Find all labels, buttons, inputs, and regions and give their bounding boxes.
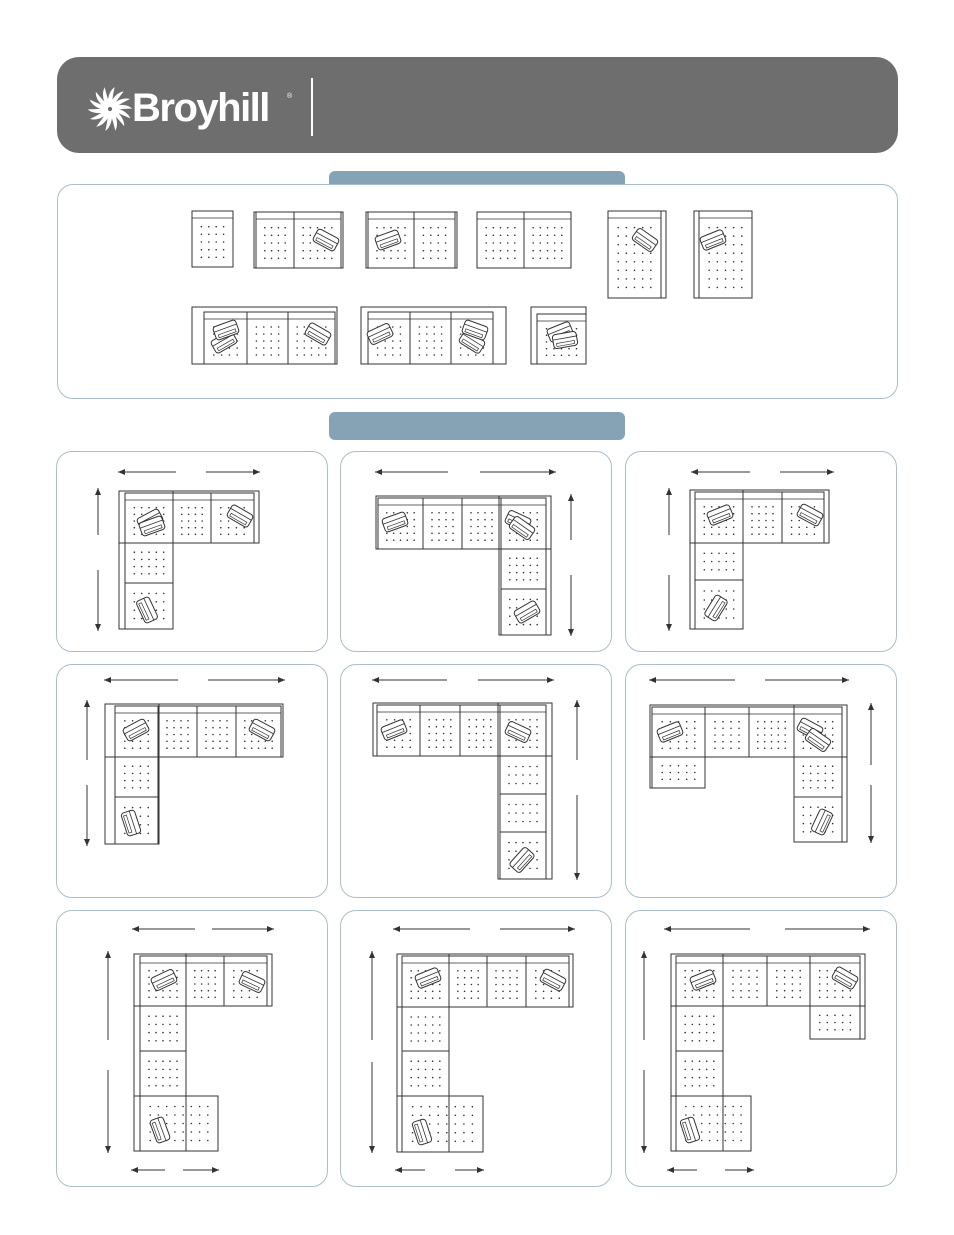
seat-cushion <box>705 707 749 757</box>
piece-sofa-wedge-right <box>361 307 506 364</box>
recliner-icon <box>136 596 159 624</box>
dimension-arrow-icon <box>131 1167 219 1173</box>
stitch-dots <box>485 227 515 259</box>
seat-cushion <box>743 492 782 543</box>
stitch-dots <box>431 512 454 541</box>
stitch-dots <box>423 227 447 259</box>
dimension-arrow-icon <box>104 677 285 683</box>
recliner-icon <box>699 229 726 251</box>
stitch-dots <box>134 551 165 574</box>
seat-cushion <box>420 705 460 756</box>
dimension-arrow-icon <box>84 700 90 846</box>
seat-cushion <box>699 211 752 298</box>
sectional-3 <box>666 469 834 631</box>
recliner-icon <box>680 1116 701 1143</box>
stitch-dots <box>508 766 538 785</box>
dimension-arrow-icon <box>105 951 111 1153</box>
stitch-dots <box>201 226 225 258</box>
dimension-arrow-icon <box>649 677 849 683</box>
seat-cushion <box>402 1051 449 1096</box>
seat-cushion <box>115 757 158 797</box>
recliner-icon <box>149 1116 170 1143</box>
seat-cushion <box>460 705 500 756</box>
individual-pieces <box>192 211 752 364</box>
recliner-icon <box>412 1118 433 1145</box>
stitch-dots <box>684 1060 714 1086</box>
seat-cushion <box>794 757 842 797</box>
stitch-dots <box>714 721 740 749</box>
registered-mark: ® <box>287 93 293 100</box>
recliner-icon <box>122 718 150 742</box>
seat-cushion <box>749 707 794 757</box>
dimension-arrow-icon <box>395 1167 484 1173</box>
dimension-arrow-icon <box>868 703 874 843</box>
seat-cushion <box>524 212 571 268</box>
dimension-arrow-icon <box>568 494 574 636</box>
piece-loveseat-recliner-left <box>366 212 457 268</box>
stitch-dots <box>419 326 443 356</box>
recliner-icon <box>796 503 824 527</box>
stitch-dots <box>468 719 491 748</box>
recliner-icon <box>312 228 340 252</box>
seat-cushion <box>186 956 224 1006</box>
piece-armless-loveseat <box>477 212 571 268</box>
dimension-arrow-icon <box>574 700 580 880</box>
seat-cushion <box>410 312 451 364</box>
recliner-icon <box>381 511 408 532</box>
recliner-icon <box>248 718 276 742</box>
recliner-icon <box>513 600 541 624</box>
sectional-4 <box>84 677 285 846</box>
piece-loveseat-recliner <box>254 212 343 268</box>
recliner-icon <box>706 504 733 526</box>
recliner-icon <box>631 227 659 252</box>
seat-cushion <box>501 549 546 589</box>
stitch-dots <box>751 506 774 535</box>
seat-cushion <box>256 212 294 268</box>
dimension-arrow-icon <box>118 469 260 475</box>
seat-cushion <box>810 1006 860 1039</box>
dimension-arrow-icon <box>691 469 834 475</box>
recliner-icon <box>539 968 567 992</box>
sectional-frame <box>650 757 705 788</box>
recliner-icon <box>366 323 394 346</box>
recliner-icon <box>304 322 332 346</box>
seat-cushion <box>608 211 661 298</box>
stitch-dots <box>410 1060 440 1086</box>
recliner-icon <box>704 594 729 622</box>
stitch-dots <box>181 507 203 535</box>
dimension-arrow-icon <box>667 1167 754 1173</box>
sectional-frame <box>134 1096 218 1151</box>
recliner-icon <box>226 504 254 528</box>
dimension-arrow-icon <box>372 677 554 683</box>
stitch-dots <box>532 227 562 259</box>
seat-cushion <box>140 1006 186 1051</box>
stitch-dots <box>803 765 834 788</box>
seat-cushion <box>500 756 546 794</box>
dimension-arrow-icon <box>95 488 101 631</box>
stitch-dots <box>509 557 538 580</box>
recliner-icon <box>811 808 834 836</box>
piece-corner-wedge <box>531 307 586 364</box>
seat-cushion <box>477 212 524 268</box>
stitch-dots <box>495 970 518 999</box>
recliner-icon <box>689 969 716 991</box>
stitch-dots <box>819 1015 851 1031</box>
stitch-dots <box>148 1060 178 1086</box>
seat-cushion <box>197 706 236 757</box>
stitch-dots <box>166 720 189 749</box>
seat-cushion <box>414 212 455 268</box>
stitch-dots <box>732 970 758 998</box>
piece-chaise-left <box>694 211 752 298</box>
recliner-icon <box>374 229 401 250</box>
seat-cushion <box>487 956 526 1007</box>
recliner-icon <box>150 969 178 992</box>
stitch-dots <box>704 553 735 571</box>
seat-cushion <box>449 956 487 1007</box>
sectional-9 <box>641 926 870 1173</box>
piece-chaise-right <box>608 211 666 298</box>
seat-cushion <box>676 1051 723 1096</box>
sectional-5 <box>372 677 580 880</box>
sectional-6 <box>649 677 874 843</box>
recliner-icon <box>509 846 535 873</box>
seat-cushion <box>402 1007 449 1051</box>
seat-cushion <box>125 543 173 583</box>
seat-cushion <box>652 757 705 788</box>
stitch-dots <box>757 721 786 749</box>
seat-cushion <box>767 956 810 1006</box>
seat-cushion <box>695 543 743 580</box>
stitch-dots <box>124 765 149 788</box>
sectional-1 <box>95 469 260 631</box>
seat-cushion <box>140 1051 186 1096</box>
stitch-dots <box>256 326 280 356</box>
stitch-dots <box>194 970 216 998</box>
seat-cushion <box>500 794 546 832</box>
seat-cushion <box>462 498 501 549</box>
brand-name: Broyhill <box>132 86 269 130</box>
sectional-frame <box>397 1096 483 1152</box>
stitch-dots <box>508 804 538 823</box>
stitch-dots <box>457 970 479 999</box>
stitch-dots <box>684 1015 714 1041</box>
recliner-icon <box>656 721 683 743</box>
seat-cushion <box>158 706 197 757</box>
dimension-arrow-icon <box>664 926 870 932</box>
seat-cushion <box>423 498 462 549</box>
sectional-7 <box>105 926 274 1173</box>
seat-cushion <box>723 956 767 1006</box>
piece-armless-chair <box>192 211 233 267</box>
recliner-icon <box>121 809 142 836</box>
recliner-icon <box>238 971 266 994</box>
seat-cushion <box>247 312 288 364</box>
sectional-frame <box>810 1006 865 1039</box>
dimension-arrow-icon <box>369 951 375 1153</box>
stitch-dots <box>776 970 801 998</box>
sectional-8 <box>369 926 575 1173</box>
piece-sofa-wedge-left <box>192 307 337 364</box>
stitch-dots <box>428 719 451 748</box>
seat-cushion <box>173 493 211 543</box>
stitch-dots <box>661 765 695 780</box>
dimension-arrow-icon <box>375 469 556 475</box>
stitch-dots <box>470 512 493 541</box>
sectional-2 <box>375 469 574 636</box>
dimension-arrow-icon <box>132 926 274 932</box>
seat-cushion <box>676 1006 723 1051</box>
recliner-icon <box>831 966 859 990</box>
dimension-arrow-icon <box>393 926 575 932</box>
stitch-dots <box>264 227 286 259</box>
seat-cushion <box>192 211 233 267</box>
stitch-dots <box>410 1016 440 1042</box>
stitch-dots <box>205 720 228 749</box>
dimension-arrow-icon <box>666 488 672 631</box>
dimension-arrow-icon <box>641 951 647 1153</box>
stitch-dots <box>148 1015 178 1041</box>
recliner-icon <box>380 719 407 741</box>
